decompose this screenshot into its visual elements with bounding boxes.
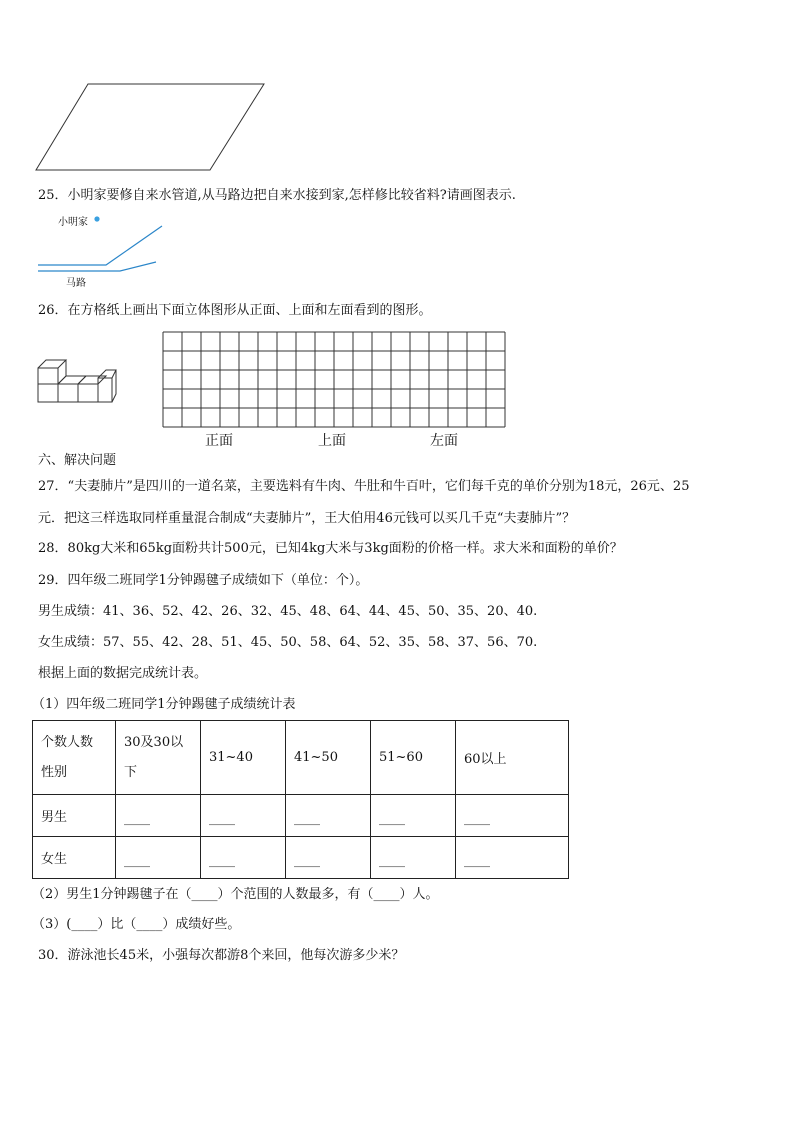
question-29-intro: 29．四年级二班同学1分钟踢毽子成绩如下（单位：个）。	[38, 573, 369, 588]
blank-cell[interactable]: ____	[201, 795, 286, 837]
front-view-label: 正面	[205, 433, 233, 449]
question-27-line2: 元．把这三样选取同样重量混合制成“夫妻肺片”，王大伯用46元钱可以买几千克“夫妻肺片”？	[38, 511, 576, 526]
question-25: 25．小明家要修自来水管道,从马路边把自来水接到家,怎样修比较省料?请画图表示.	[38, 188, 516, 203]
column-header: 31~40	[201, 721, 286, 795]
road-label: 马路	[66, 278, 86, 289]
parallelogram-figure	[30, 80, 270, 176]
row-header-girls: 女生	[33, 837, 116, 879]
question-27-line1: 27．“夫妻肺片”是四川的一道名菜，主要选料有牛肉、牛肚和牛百叶，它们每千克的单价分别为18元，26元、25	[38, 479, 690, 494]
blank-cell[interactable]: ____	[286, 837, 371, 879]
corner-bottom: 性别	[41, 764, 68, 780]
blank-cell[interactable]: ____	[371, 837, 456, 879]
left-view-label: 左面	[430, 433, 458, 449]
question-29-part2: （2）男生1分钟踢毽子在（____）个范围的人数最多，有（____）人。	[32, 887, 439, 902]
column-header: 41~50	[286, 721, 371, 795]
column-header	[116, 721, 201, 795]
top-view-label: 上面	[318, 433, 346, 449]
score-table	[32, 720, 569, 879]
question-26: 26．在方格纸上画出下面立体图形从正面、上面和左面看到的图形。	[38, 303, 432, 318]
column-header: 51~60	[371, 721, 456, 795]
blank-cell[interactable]: ____	[116, 795, 201, 837]
house-label: 小明家	[58, 217, 88, 228]
question-28: 28．80kg大米和65kg面粉共计500元，已知4kg大米与3kg面粉的价格一样。求大米和面粉的单价？	[38, 541, 623, 556]
boys-scores: 男生成绩：41、36、52、42、26、32、45、48、64、44、45、50、35、20、40.	[38, 604, 538, 619]
table-title: （1）四年级二班同学1分钟踢毽子成绩统计表	[32, 697, 296, 712]
question-29-part3: （3）(____）比（____）成绩好些。	[32, 917, 241, 932]
table-corner-cell	[33, 721, 116, 795]
blank-cell[interactable]: ____	[456, 837, 569, 879]
blank-cell[interactable]: ____	[371, 795, 456, 837]
column-header-line1: 30及30以	[124, 734, 184, 750]
section-title: 六、解决问题	[38, 453, 117, 468]
instruction: 根据上面的数据完成统计表。	[38, 666, 208, 681]
question-30: 30．游泳池长45米，小强每次都游8个来回，他每次游多少米？	[38, 948, 405, 963]
blank-cell[interactable]: ____	[116, 837, 201, 879]
road-diagram	[36, 222, 170, 272]
blank-cell[interactable]: ____	[286, 795, 371, 837]
blank-cell[interactable]: ____	[456, 795, 569, 837]
column-header: 60以上	[456, 721, 569, 795]
row-header-boys: 男生	[33, 795, 116, 837]
cube-figure	[36, 354, 120, 406]
girls-scores: 女生成绩：57、55、42、28、51、45、50、58、64、52、35、58、37、56、70.	[38, 635, 538, 650]
corner-top: 个数人数	[41, 734, 94, 750]
grid-paper	[162, 331, 508, 429]
column-header-line2: 下	[124, 764, 138, 780]
blank-cell[interactable]: ____	[201, 837, 286, 879]
